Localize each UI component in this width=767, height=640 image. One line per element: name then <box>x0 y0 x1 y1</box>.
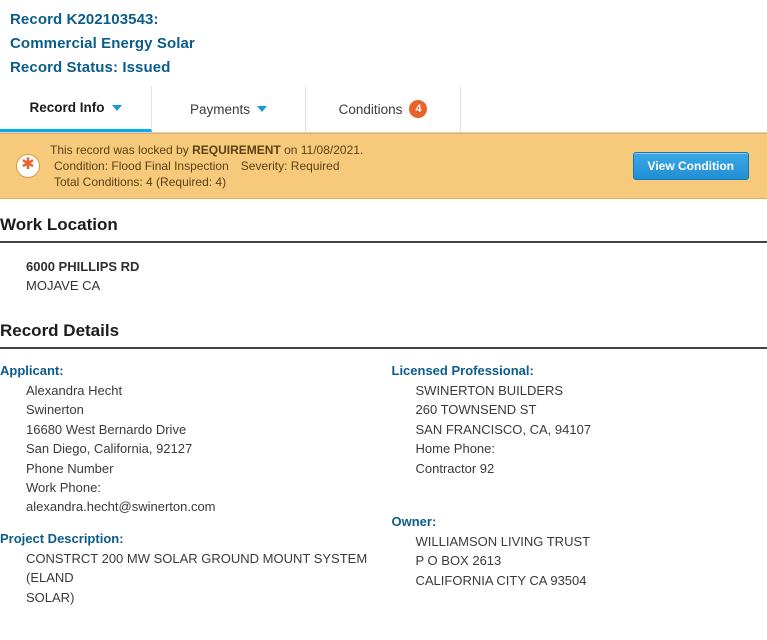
tab-record-info-label: Record Info <box>29 100 105 115</box>
record-details-grid <box>0 349 767 607</box>
owner-line: P O BOX 2613 <box>415 553 502 569</box>
applicant-line: Swinerton <box>26 402 84 418</box>
licensed-professional-line: 260 TOWNSEND ST <box>415 402 537 418</box>
project-description-value <box>0 549 384 607</box>
owner-value <box>392 532 767 590</box>
record-status-line: Record Status: Issued <box>10 59 171 76</box>
record-title-line2: Commercial Energy Solar <box>10 35 195 52</box>
tab-payments[interactable] <box>152 86 306 132</box>
chevron-down-icon[interactable] <box>112 105 122 111</box>
record-header <box>0 0 767 86</box>
licensed-professional-line: SAN FRANCISCO, CA, 94107 <box>415 421 592 437</box>
applicant-line: Work Phone: <box>26 480 101 496</box>
chevron-down-icon[interactable] <box>257 106 267 112</box>
alert-line-2 <box>50 158 633 174</box>
applicant-value <box>0 381 384 517</box>
alert-message <box>50 142 633 190</box>
tab-conditions[interactable] <box>306 86 461 132</box>
record-details-heading: Record Details <box>0 305 767 349</box>
applicant-line: Alexandra Hecht <box>26 383 123 398</box>
work-location-line2: MOJAVE CA <box>26 278 101 293</box>
alert-line1-bold: REQUIREMENT <box>192 143 281 157</box>
tab-bar <box>0 86 767 133</box>
licensed-professional-line: SWINERTON BUILDERS <box>415 383 564 398</box>
project-description-line: SOLAR) <box>26 589 75 605</box>
alert-severity: Severity: Required <box>240 159 340 173</box>
tab-payments-label: Payments <box>189 101 251 117</box>
alert-line1-prefix: This record was locked by <box>50 143 193 157</box>
project-description-label: Project Description: <box>0 530 124 546</box>
applicant-line: San Diego, California, 92127 <box>26 441 193 457</box>
owner-label: Owner: <box>391 514 437 530</box>
licensed-professional-label: Licensed Professional: <box>391 363 534 378</box>
tab-record-info[interactable] <box>0 86 152 132</box>
record-title-line1: Record K202103543: <box>10 11 159 28</box>
conditions-count-badge: 4 <box>409 100 427 118</box>
asterisk-warning-icon: ✱ <box>16 154 40 178</box>
applicant-email: alexandra.hecht@swinerton.com <box>26 499 216 515</box>
record-locked-alert <box>0 133 767 199</box>
licensed-professional-value <box>392 381 767 478</box>
applicant-label: Applicant: <box>0 363 64 378</box>
alert-line1-suffix: on 11/08/2021. <box>280 143 364 157</box>
owner-line: WILLIAMSON LIVING TRUST <box>415 534 591 550</box>
licensed-professional-line: Home Phone: <box>415 441 495 457</box>
view-condition-button[interactable]: View Condition <box>633 152 749 180</box>
tab-conditions-label: Conditions <box>338 101 403 117</box>
applicant-line: Phone Number <box>26 460 114 476</box>
project-description-line: CONSTRCT 200 MW SOLAR GROUND MOUNT SYSTEM (ELAND <box>26 550 368 586</box>
record-details-left-column <box>0 361 384 607</box>
owner-line: CALIFORNIA CITY CA 93504 <box>415 572 587 588</box>
work-location-line1: 6000 PHILLIPS RD <box>26 259 140 274</box>
work-location-heading: Work Location <box>0 199 767 243</box>
alert-condition: Condition: Flood Final Inspection <box>54 159 229 173</box>
licensed-professional-line: Contractor 92 <box>415 460 495 476</box>
alert-line-3: Total Conditions: 4 (Required: 4) <box>54 175 227 189</box>
record-details-right-column <box>384 361 767 607</box>
work-location-address <box>0 243 767 305</box>
applicant-line: 16680 West Bernardo Drive <box>26 421 187 437</box>
alert-line-1 <box>50 142 633 158</box>
